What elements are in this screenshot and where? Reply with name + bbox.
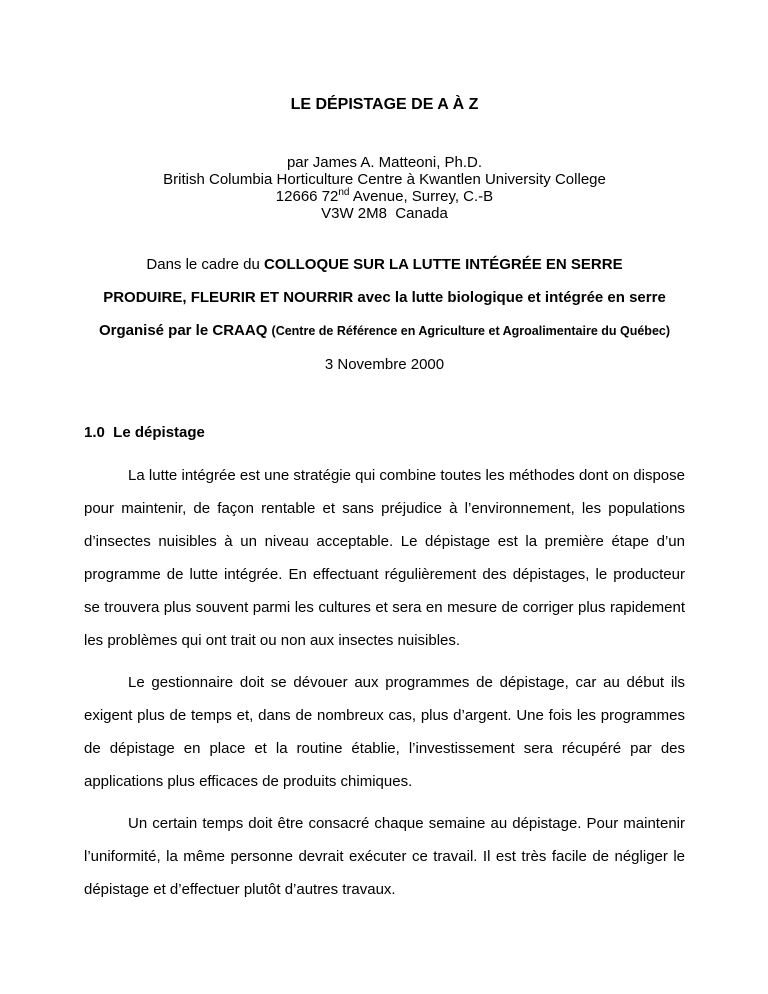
author-institution: British Columbia Horticulture Centre à Kwantlen University College bbox=[163, 171, 606, 188]
event-organizer-expansion: (Centre de Référence en Agriculture et Agroalimentaire du Québec) bbox=[271, 324, 671, 338]
section-heading-1-0: 1.0 Le dépistage bbox=[84, 424, 205, 441]
event-line1-colloque-name: COLLOQUE SUR LA LUTTE INTÉGRÉE EN SERRE bbox=[263, 256, 623, 273]
event-line1-prefix: Dans le cadre du bbox=[146, 256, 264, 273]
event-block bbox=[84, 248, 685, 348]
body-paragraph-1: La lutte intégrée est une stratégie qui combine toutes les méthodes dont on dispose pour maintenir, de façon rentable et sans préjudice à l’environnement, les populations d’insectes nuisibles à un niveau acceptable. Le dépistage est la première étape d’un programme de lutte intégrée. En effectuant régulièrement des dépistages, le producteur se trouvera plus souvent parmi les cultures et sera en mesure de corriger plus rapidement les problèmes qui ont trait ou non aux insectes nuisibles. bbox=[84, 467, 685, 649]
author-block bbox=[84, 154, 685, 222]
body-paragraph-3: Un certain temps doit être consacré chaque semaine au dépistage. Pour maintenir l’uniformité, la même personne devrait exécuter ce travail. Il est très facile de négliger le dépistage et d’effectuer plutôt d’autres travaux. bbox=[84, 815, 685, 898]
author-address bbox=[84, 188, 685, 205]
author-postal-code: V3W 2M8 Canada bbox=[321, 205, 448, 222]
event-line-organizer bbox=[84, 314, 685, 348]
event-organizer-name: Organisé par le CRAAQ bbox=[98, 322, 272, 339]
event-line-colloque bbox=[84, 248, 685, 281]
address-ordinal-suffix: nd bbox=[338, 187, 350, 198]
document-date: 3 Novembre 2000 bbox=[324, 356, 445, 373]
body-paragraph-2: Le gestionnaire doit se dévouer aux programmes de dépistage, car au début ils exigent plus de temps et, dans de nombreux cas, plus d’argent. Une fois les programmes de dépistage en place et la routine établie, l’investissement sera récupéré par des applications plus efficaces de produits chimiques. bbox=[84, 674, 685, 790]
event-line-theme: PRODUIRE, FLEURIR ET NOURRIR avec la lutte biologique et intégrée en serre bbox=[103, 289, 666, 306]
address-street-number: 12666 72 bbox=[275, 188, 339, 205]
document-title: LE DÉPISTAGE DE A À Z bbox=[290, 96, 479, 113]
address-street-rest: Avenue, Surrey, C.-B bbox=[349, 188, 494, 205]
author-byline: par James A. Matteoni, Ph.D. bbox=[286, 154, 483, 171]
